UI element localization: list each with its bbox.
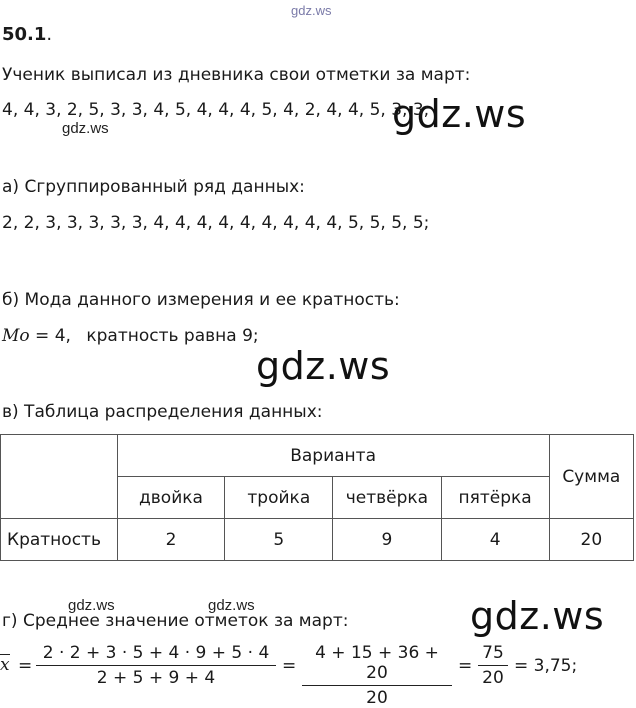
column-header-pyaterka: пятёрка xyxy=(441,477,549,519)
cell-chetverka: 9 xyxy=(333,519,441,561)
watermark-small-2: gdz.ws xyxy=(68,597,115,614)
watermark-big-2: gdz.ws xyxy=(256,344,391,388)
mode-line: Mo = 4, кратность равна 9; xyxy=(2,326,259,346)
mode-symbol: Mo xyxy=(2,326,30,346)
mean-result: = 3,75; xyxy=(514,656,578,676)
equals-3: = xyxy=(458,656,473,676)
fraction-1-denominator: 2 + 5 + 9 + 4 xyxy=(96,668,216,688)
fraction-1-numerator: 2 · 2 + 3 · 5 + 4 · 9 + 5 · 4 xyxy=(42,643,270,663)
fraction-2 xyxy=(302,643,452,708)
fraction-3-denominator: 20 xyxy=(482,668,504,688)
mode-multiplicity: кратность равна 9; xyxy=(86,326,259,346)
marks-list: 4, 4, 3, 2, 5, 3, 3, 4, 5, 4, 4, 4, 5, 4, 2, 4, 4, 5, 3, 3; xyxy=(2,100,430,120)
watermark-top: gdz.ws xyxy=(291,3,332,18)
part-b-title: б) Мода данного измерения и ее кратность: xyxy=(2,290,400,310)
cell-sum: 20 xyxy=(549,519,633,561)
sum-header: Сумма xyxy=(549,435,633,519)
mean-symbol: x xyxy=(0,655,10,675)
part-v-title: в) Таблица распределения данных: xyxy=(2,402,323,422)
grouped-series: 2, 2, 3, 3, 3, 3, 3, 4, 4, 4, 4, 4, 4, 4, 4, 4, 5, 5, 5, 5; xyxy=(2,213,430,233)
equals-2: = xyxy=(282,656,297,676)
column-header-troyka: тройка xyxy=(225,477,333,519)
distribution-table xyxy=(0,434,634,561)
cell-troyka: 5 xyxy=(225,519,333,561)
column-header-chetverka: четвёрка xyxy=(333,477,441,519)
part-g-title: г) Среднее значение отметок за март: xyxy=(2,611,349,631)
problem-statement: Ученик выписал из дневника свои отметки за март: xyxy=(2,65,471,85)
fraction-2-denominator: 20 xyxy=(366,688,388,708)
fraction-3 xyxy=(478,643,508,688)
column-header-dvoyka: двойка xyxy=(117,477,225,519)
fraction-1 xyxy=(36,643,276,688)
fraction-3-numerator: 75 xyxy=(482,643,504,663)
watermark-big-1: gdz.ws xyxy=(392,92,527,136)
equals-1: = xyxy=(18,656,33,676)
cell-pyaterka: 4 xyxy=(441,519,549,561)
fraction-2-numerator: 4 + 15 + 36 + 20 xyxy=(315,643,439,683)
row-label-multiplicity: Кратность xyxy=(1,519,118,561)
variant-header: Варианта xyxy=(117,435,549,477)
problem-number: 50.1. xyxy=(2,24,53,45)
cell-dvoyka: 2 xyxy=(117,519,225,561)
table-corner-cell xyxy=(1,435,118,519)
watermark-small-3: gdz.ws xyxy=(208,597,255,614)
watermark-small-1: gdz.ws xyxy=(62,120,109,137)
watermark-big-3: gdz.ws xyxy=(470,594,605,638)
part-a-title: а) Сгруппированный ряд данных: xyxy=(2,177,305,197)
